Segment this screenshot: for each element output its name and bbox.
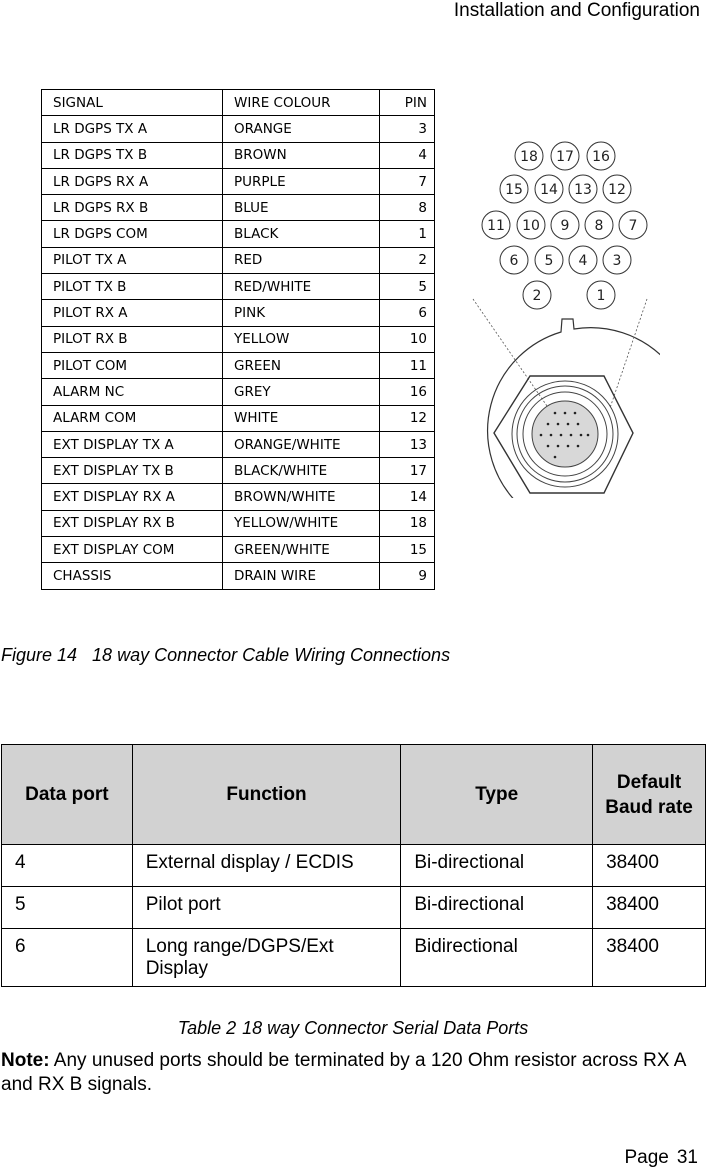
pin-label: 10	[522, 218, 540, 234]
pin-cell: 9	[380, 563, 435, 589]
ports-table	[1, 744, 706, 987]
ports-header-data-port: Data port	[2, 745, 133, 845]
wire-colour-cell: YELLOW	[223, 326, 380, 352]
port-type: Bi-directional	[401, 845, 593, 887]
pin-cell: 1	[380, 221, 435, 247]
signal-cell: ALARM COM	[42, 405, 223, 431]
wire-colour-cell: GREEN	[223, 352, 380, 378]
signal-cell: LR DGPS RX A	[42, 168, 223, 194]
pin-label: 16	[592, 149, 610, 165]
table-row	[42, 510, 435, 536]
pin-label: 2	[532, 288, 542, 304]
pin-cell: 15	[380, 537, 435, 563]
pin-cell: 13	[380, 431, 435, 457]
wire-colour-cell: GREEN/WHITE	[223, 537, 380, 563]
table-row	[2, 929, 706, 987]
signal-cell: PILOT RX A	[42, 300, 223, 326]
port-baud-rate: 38400	[593, 845, 706, 887]
page-footer	[624, 1147, 698, 1169]
table-row	[42, 247, 435, 273]
table-row	[42, 195, 435, 221]
signal-cell: PILOT COM	[42, 352, 223, 378]
wire-colour-cell: BROWN/WHITE	[223, 484, 380, 510]
table-row	[42, 537, 435, 563]
wire-colour-cell: BLUE	[223, 195, 380, 221]
port-type: Bidirectional	[401, 929, 593, 987]
ports-header-function: Function	[132, 745, 401, 845]
figure-caption	[1, 645, 450, 666]
note	[1, 1049, 701, 1097]
pin-cell: 11	[380, 352, 435, 378]
table-caption-text: 18 way Connector Serial Data Ports	[242, 1018, 529, 1038]
table-row	[42, 405, 435, 431]
port-baud-rate: 38400	[593, 887, 706, 929]
pin-cell: 14	[380, 484, 435, 510]
pin-label: 12	[608, 182, 626, 198]
pin-label: 4	[578, 253, 588, 269]
pin-label: 8	[594, 218, 604, 234]
table-number: Table 2	[177, 1018, 237, 1038]
table-row	[42, 300, 435, 326]
ports-header-baud-rate: Default Baud rate	[593, 745, 706, 845]
signal-cell: CHASSIS	[42, 563, 223, 589]
pin-label: 3	[612, 253, 622, 269]
signal-cell: ALARM NC	[42, 379, 223, 405]
wiring-table	[41, 89, 435, 590]
table-row	[42, 431, 435, 457]
table-row	[42, 326, 435, 352]
section-title: Installation and Configuration	[453, 0, 700, 21]
note-text: Any unused ports should be terminated by a 120 Ohm resistor across RX A and RX B signals.	[1, 1050, 686, 1095]
wire-colour-cell: WHITE	[223, 405, 380, 431]
pin-label: 6	[509, 253, 519, 269]
signal-cell: LR DGPS TX A	[42, 116, 223, 142]
table-row	[42, 168, 435, 194]
port-baud-rate: 38400	[593, 929, 706, 987]
page-label: Page	[624, 1147, 669, 1168]
table-row	[42, 352, 435, 378]
pin-label: 7	[628, 218, 638, 234]
pin-cell: 5	[380, 274, 435, 300]
pin-cell: 2	[380, 247, 435, 273]
pin-label: 1	[596, 288, 606, 304]
connector-diagram	[440, 118, 660, 498]
table-row	[42, 221, 435, 247]
projection-line-right	[610, 299, 647, 408]
pin-label: 13	[574, 182, 592, 198]
pin-label: 11	[487, 218, 505, 234]
signal-cell: EXT DISPLAY COM	[42, 537, 223, 563]
port-number: 6	[2, 929, 133, 987]
pin-label: 15	[505, 182, 523, 198]
wire-colour-cell: ORANGE/WHITE	[223, 431, 380, 457]
figure-number: Figure 14	[1, 645, 78, 665]
signal-cell: EXT DISPLAY RX A	[42, 484, 223, 510]
port-number: 4	[2, 845, 133, 887]
signal-cell: PILOT TX A	[42, 247, 223, 273]
wire-colour-cell: BLACK	[223, 221, 380, 247]
ports-header-type: Type	[401, 745, 593, 845]
table-row	[42, 116, 435, 142]
wiring-header-signal: SIGNAL	[42, 90, 223, 116]
pin-cell: 17	[380, 458, 435, 484]
pin-cell: 10	[380, 326, 435, 352]
pin-cell: 3	[380, 116, 435, 142]
signal-cell: PILOT RX B	[42, 326, 223, 352]
note-label: Note:	[1, 1050, 50, 1071]
port-type: Bi-directional	[401, 887, 593, 929]
wire-colour-cell: PINK	[223, 300, 380, 326]
signal-cell: EXT DISPLAY RX B	[42, 510, 223, 536]
wire-colour-cell: RED	[223, 247, 380, 273]
port-number: 5	[2, 887, 133, 929]
table-row	[42, 379, 435, 405]
ports-header-row	[2, 745, 706, 845]
port-function: External display / ECDIS	[132, 845, 401, 887]
pin-label: 14	[540, 182, 558, 198]
signal-cell: LR DGPS TX B	[42, 142, 223, 168]
wire-colour-cell: YELLOW/WHITE	[223, 510, 380, 536]
table-row	[42, 563, 435, 589]
pin-cell: 12	[380, 405, 435, 431]
wire-colour-cell: DRAIN WIRE	[223, 563, 380, 589]
wire-colour-cell: GREY	[223, 379, 380, 405]
wire-colour-cell: BLACK/WHITE	[223, 458, 380, 484]
wire-colour-cell: PURPLE	[223, 168, 380, 194]
pin-label: 17	[556, 149, 574, 165]
pin-cell: 6	[380, 300, 435, 326]
table-row	[2, 887, 706, 929]
pin-label: 5	[544, 253, 554, 269]
pin-cell: 16	[380, 379, 435, 405]
wiring-header-pin: PIN	[380, 90, 435, 116]
table-row	[42, 142, 435, 168]
wire-colour-cell: RED/WHITE	[223, 274, 380, 300]
table-row	[42, 458, 435, 484]
table-row	[42, 274, 435, 300]
table-caption	[0, 1018, 706, 1039]
pin-cell: 18	[380, 510, 435, 536]
wire-colour-cell: BROWN	[223, 142, 380, 168]
signal-cell: PILOT TX B	[42, 274, 223, 300]
wiring-header-wire-colour: WIRE COLOUR	[223, 90, 380, 116]
signal-cell: LR DGPS RX B	[42, 195, 223, 221]
signal-cell: EXT DISPLAY TX B	[42, 458, 223, 484]
pin-cell: 8	[380, 195, 435, 221]
port-function: Long range/DGPS/Ext Display	[132, 929, 401, 987]
figure-caption-text: 18 way Connector Cable Wiring Connections	[92, 645, 451, 665]
port-function: Pilot port	[132, 887, 401, 929]
page-number: 31	[676, 1147, 698, 1168]
table-row	[42, 484, 435, 510]
table-row	[2, 845, 706, 887]
pin-label: 9	[560, 218, 570, 234]
signal-cell: LR DGPS COM	[42, 221, 223, 247]
connector-pins	[482, 142, 647, 309]
wiring-header-row	[42, 90, 435, 116]
wire-colour-cell: ORANGE	[223, 116, 380, 142]
pin-label: 18	[520, 149, 538, 165]
signal-cell: EXT DISPLAY TX A	[42, 431, 223, 457]
pin-cell: 7	[380, 168, 435, 194]
pin-cell: 4	[380, 142, 435, 168]
